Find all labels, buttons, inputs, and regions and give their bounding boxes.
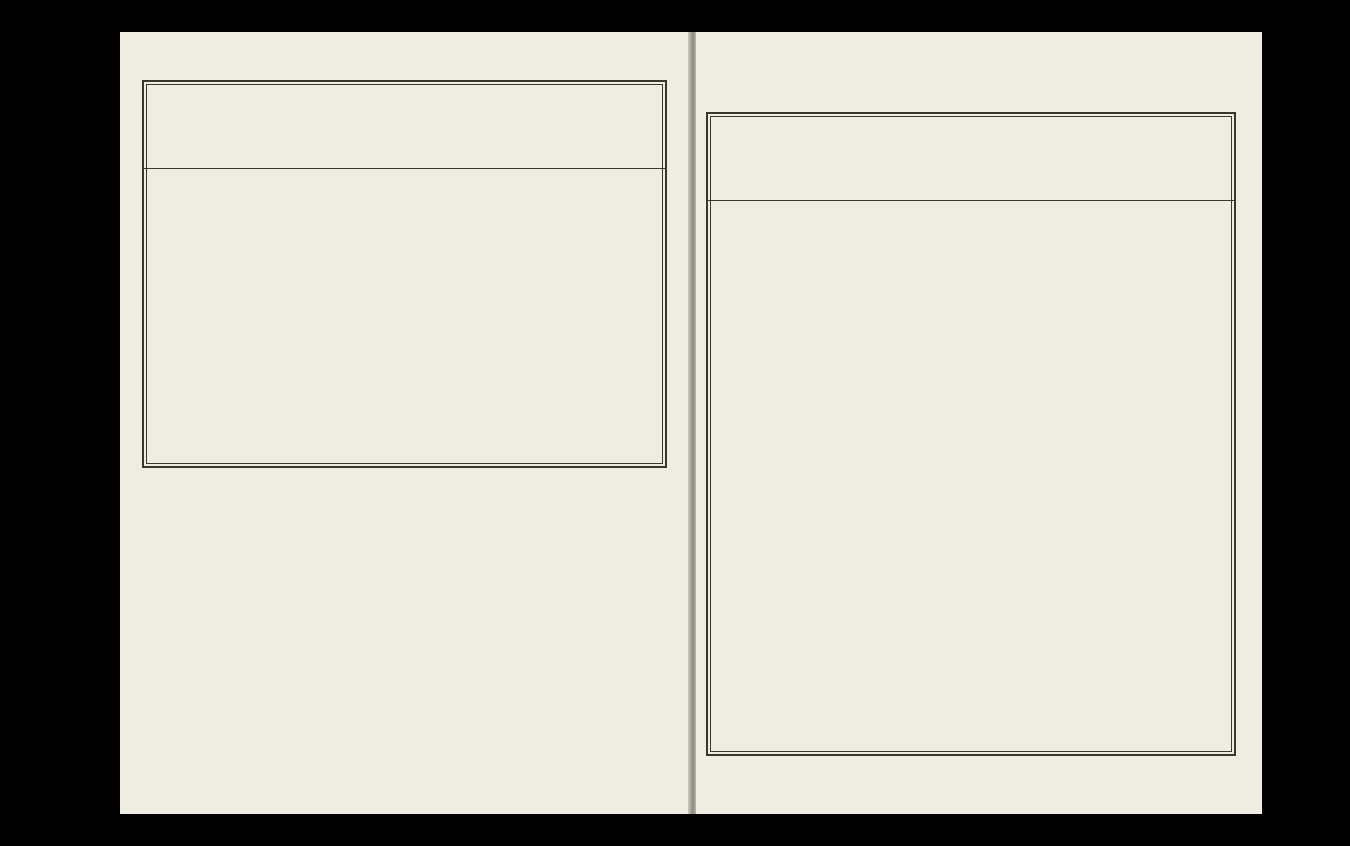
table-header [708, 114, 1234, 201]
table-header [144, 82, 665, 169]
magnetic-table [142, 80, 667, 468]
right-page [696, 32, 1262, 814]
magnetic-table [706, 112, 1236, 756]
left-page [120, 32, 690, 814]
